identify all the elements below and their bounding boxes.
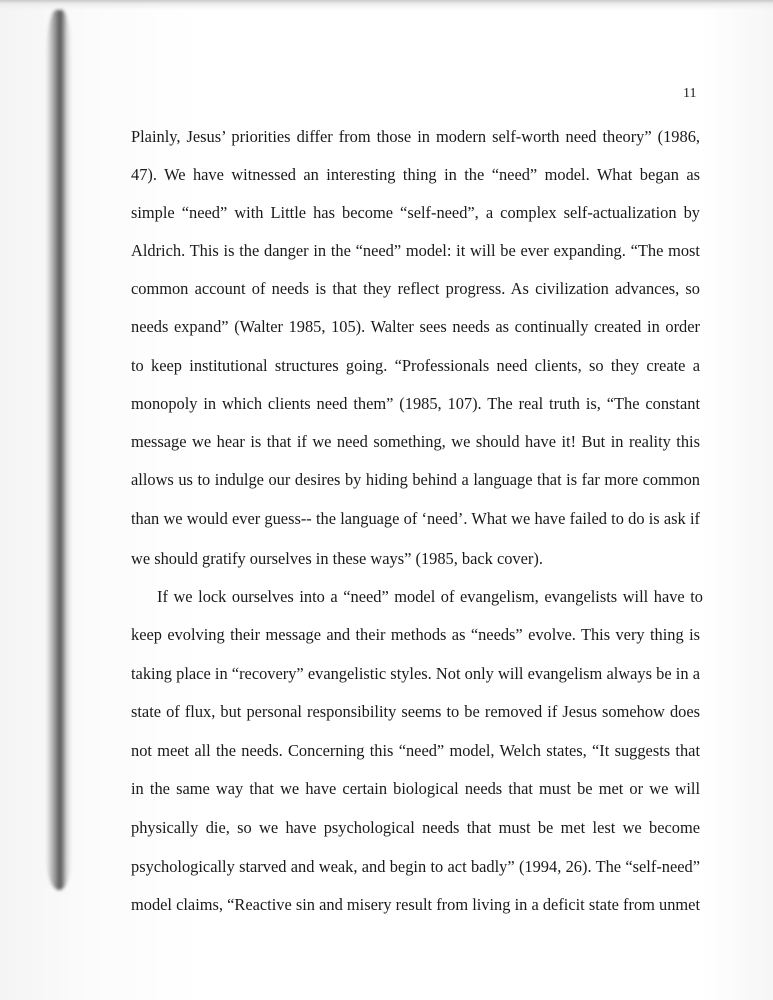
text-line-15: taking place in “recovery” evangelistic styles. Not only will evangelism always be in a xyxy=(131,664,700,683)
text-line-3: simple “need” with Little has become “self-need”, a complex self-actualization by xyxy=(131,203,700,222)
text-line-17: not meet all the needs. Concerning this “need” model, Welch states, “It suggests that xyxy=(131,741,700,760)
text-line-21: model claims, “Reactive sin and misery result from living in a deficit state from unmet xyxy=(131,895,700,914)
text-line-16: state of flux, but personal responsibility seems to be removed if Jesus somehow does xyxy=(131,702,700,721)
text-line-9: message we hear is that if we need something, we should have it! But in reality this xyxy=(131,432,700,451)
binding-shadow xyxy=(46,10,72,890)
text-line-2: 47). We have witnessed an interesting thing in the “need” model. What began as xyxy=(131,165,700,184)
text-line-4: Aldrich. This is the danger in the “need” model: it will be ever expanding. “The most xyxy=(131,241,700,260)
text-line-5: common account of needs is that they reflect progress. As civilization advances, so xyxy=(131,279,700,298)
text-line-6: needs expand” (Walter 1985, 105). Walter sees needs as continually created in order xyxy=(131,317,700,336)
text-line-18: in the same way that we have certain biological needs that must be met or we will xyxy=(131,779,700,798)
text-line-14: keep evolving their message and their methods as “needs” evolve. This very thing is xyxy=(131,625,700,644)
page-top-edge xyxy=(0,0,773,10)
text-line-1: Plainly, Jesus’ priorities differ from those in modern self-worth need theory” (1986, xyxy=(131,127,700,146)
text-line-10: allows us to indulge our desires by hiding behind a language that is far more common xyxy=(131,470,700,489)
text-line-8: monopoly in which clients need them” (1985, 107). The real truth is, “The constant xyxy=(131,394,700,413)
text-line-11: than we would ever guess-- the language of ‘need’. What we have failed to do is ask if xyxy=(131,509,700,528)
page-number: 11 xyxy=(683,86,697,101)
text-line-19: physically die, so we have psychological needs that must be met lest we become xyxy=(131,818,700,837)
paragraph-2-line-1: If we lock ourselves into a “need” model of evangelism, evangelists will have to xyxy=(157,587,703,606)
text-line-20: psychologically starved and weak, and begin to act badly” (1994, 26). The “self-need” xyxy=(131,857,700,876)
text-line-12: we should gratify ourselves in these ways” (1985, back cover). xyxy=(131,549,543,568)
text-line-7: to keep institutional structures going. “Professionals need clients, so they create a xyxy=(131,356,700,375)
